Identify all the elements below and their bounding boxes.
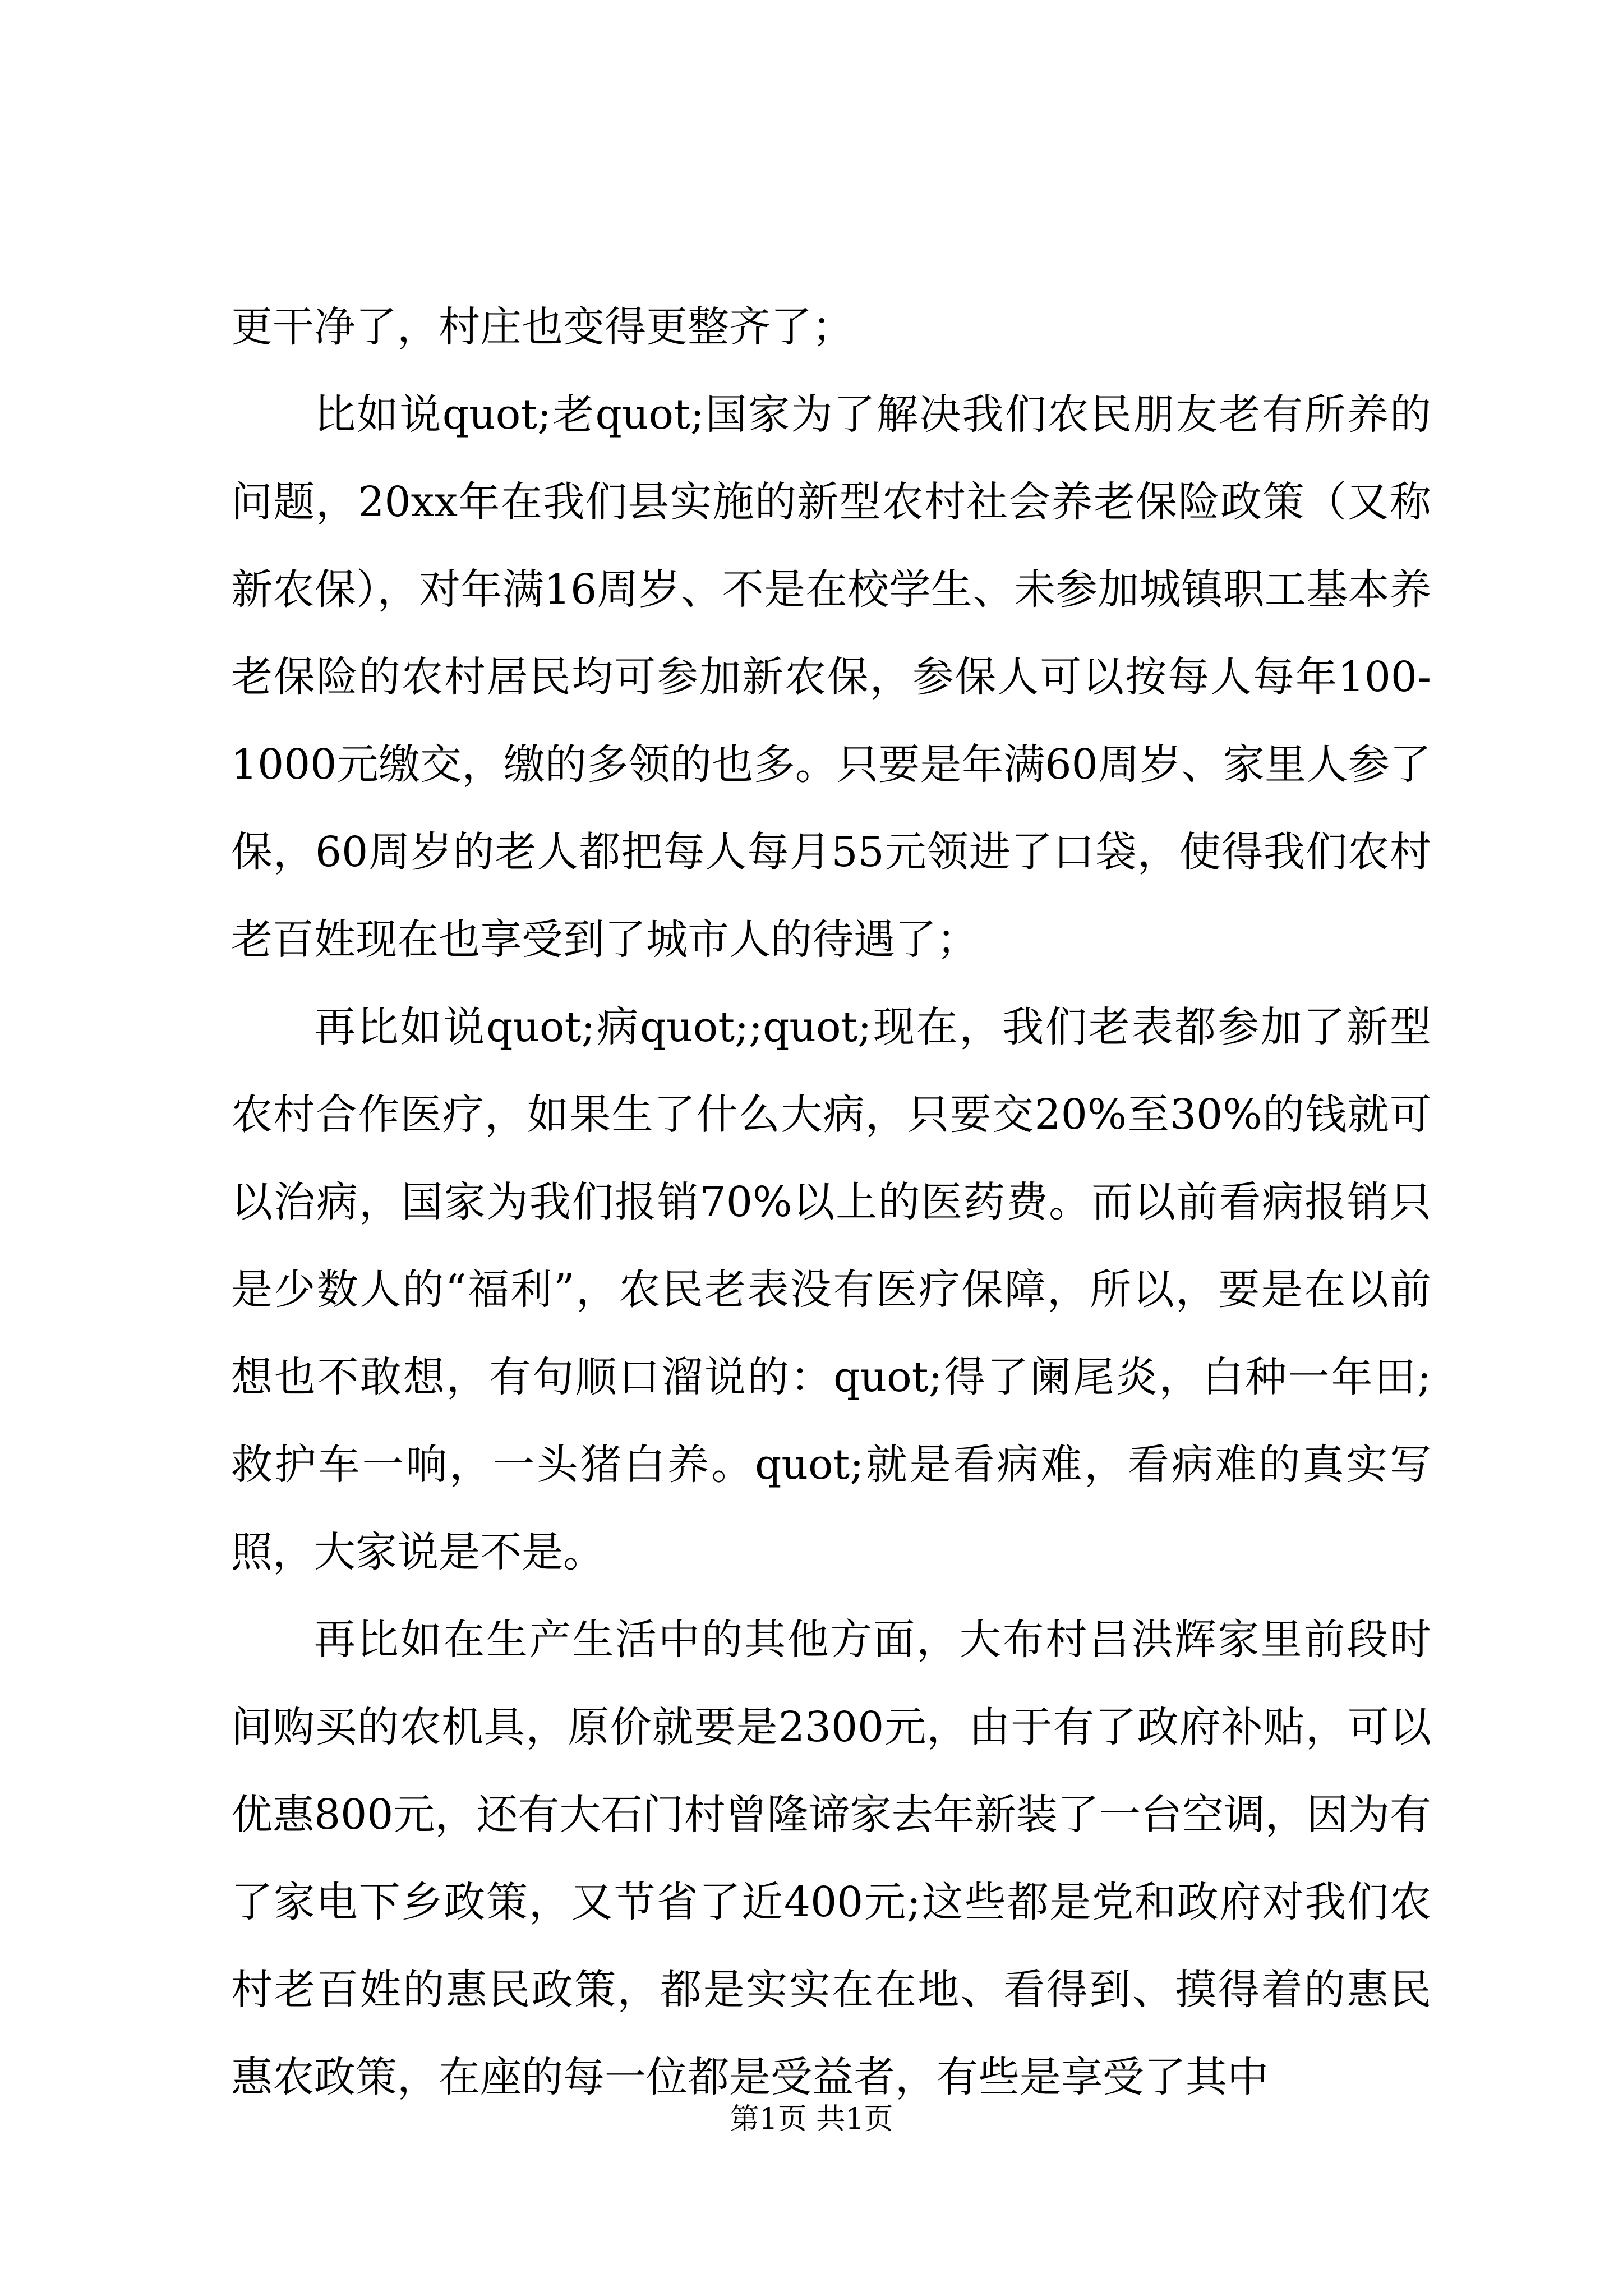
paragraph-4: 再比如在生产生活中的其他方面，大布村吕洪辉家里前段时间购买的农机具，原价就要是2300元，由于有了政府补贴，可以优惠800元，还有大石门村曾隆谛家去年新装了一台空调，因为有了家电下乡政策，又节省了近400元;这些都是党和政府对我们农村老百姓的惠民政策，都是实实在在地、看得到、摸得着的惠民惠农政策，在座的每一位都是受益者，有些是享受了其中 bbox=[231, 1616, 1431, 2101]
paragraph-2: 比如说quot;老quot;国家为了解决我们农民朋友老有所养的问题，20xx年在我们县实施的新型农村社会养老保险政策（又称新农保），对年满16周岁、不是在校学生、未参加城镇职工基本养老保险的农村居民均可参加新农保，参保人可以按每人每年100-1000元缴交，缴的多领的也多。只要是年满60周岁、家里人参了保，60周岁的老人都把每人每月55元领进了口袋，使得我们农村老百姓现在也享受到了城市人的待遇了； bbox=[231, 390, 1431, 964]
paragraph-1: 更干净了，村庄也变得更整齐了； bbox=[231, 303, 854, 351]
page-footer: 第1页 共1页 bbox=[730, 2102, 893, 2136]
document-body bbox=[231, 283, 1431, 2121]
paragraph-3: 再比如说quot;病quot;;quot;现在，我们老表都参加了新型农村合作医疗，如果生了什么大病，只要交20%至30%的钱就可以治病，国家为我们报销70%以上的医药费。而以前看病报销只是少数人的“福利”，农民老表没有医疗保障，所以，要是在以前想也不敢想，有句顺口溜说的：quot;得了阑尾炎，白种一年田;救护车一响，一头猪白养。quot;就是看病难，看病难的真实写照，大家说是不是。 bbox=[231, 1003, 1431, 1576]
